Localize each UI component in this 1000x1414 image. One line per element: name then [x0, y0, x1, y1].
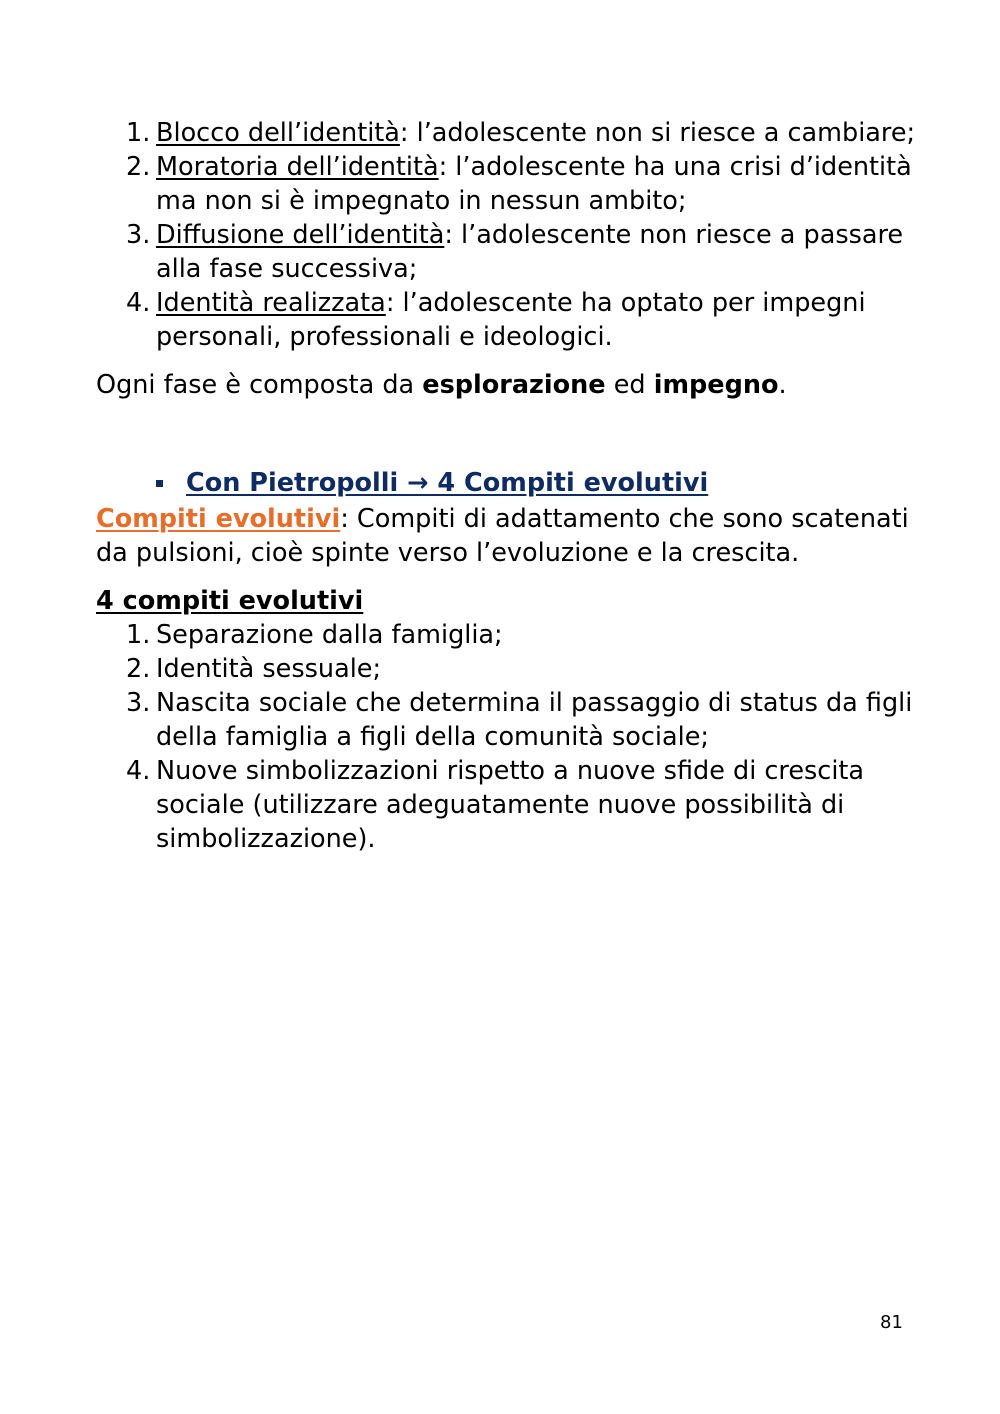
- list-term: Blocco dell’identità: [156, 118, 400, 148]
- list-item: [96, 116, 916, 150]
- list-number: 4.: [126, 756, 151, 786]
- list-term: Diffusione dell’identità: [156, 220, 445, 250]
- definition-term: Compiti evolutivi: [96, 504, 341, 534]
- list-number: 4.: [126, 288, 151, 318]
- list-item: [96, 686, 916, 754]
- list-text: : l’adolescente non riesce a passare alla fase successiva;: [156, 220, 904, 284]
- list-item: [96, 150, 916, 218]
- list-item: [96, 652, 916, 686]
- list-item: [96, 218, 916, 286]
- list-term: Moratoria dell’identità: [156, 152, 439, 182]
- page-number: 81: [880, 1312, 903, 1333]
- list-number: 2.: [126, 654, 151, 684]
- closing-text: Ogni fase è composta da: [96, 370, 423, 400]
- developmental-tasks-list: [96, 618, 916, 856]
- list-item: [96, 618, 916, 652]
- list-number: 1.: [126, 118, 151, 148]
- definition-paragraph: [96, 502, 916, 570]
- bold-term-esplorazione: esplorazione: [422, 370, 606, 400]
- list-number: 3.: [126, 220, 151, 250]
- closing-text: .: [778, 370, 787, 400]
- list-number: 3.: [126, 688, 151, 718]
- list-item: [96, 286, 916, 354]
- list-text: : l’adolescente ha una crisi d’identità ma non si è impegnato in nessun ambito;: [156, 152, 912, 216]
- page-content: [96, 116, 916, 856]
- list-number: 2.: [126, 152, 151, 182]
- list-text: Nuove simbolizzazioni rispetto a nuove sfide di crescita sociale (utilizzare adeguatamente nuove possibilità di simbolizzazione).: [156, 756, 865, 854]
- list-item: [96, 754, 916, 856]
- list-number: 1.: [126, 620, 151, 650]
- closing-paragraph: [96, 368, 916, 402]
- list-text: : l’adolescente non si riesce a cambiare;: [399, 118, 916, 148]
- definition-text: : Compiti di adattamento che sono scatenati da pulsioni, cioè spinte verso l’evoluzione e la crescita.: [96, 504, 909, 568]
- list-text: : l’adolescente ha optato per impegni personali, professionali e ideologici.: [156, 288, 866, 352]
- list-text: Identità sessuale;: [156, 654, 382, 684]
- closing-text: ed: [605, 370, 654, 400]
- subtitle: 4 compiti evolutivi: [96, 586, 364, 616]
- section-heading: [96, 466, 916, 500]
- bold-term-impegno: impegno: [653, 370, 779, 400]
- list-text: Nascita sociale che determina il passaggio di status da figli della famiglia a figli della comunità sociale;: [156, 688, 913, 752]
- list-term: Identità realizzata: [156, 288, 386, 318]
- section-heading-text: Con Pietropolli → 4 Compiti evolutivi: [186, 468, 709, 498]
- identity-status-list: [96, 116, 916, 354]
- square-bullet-icon: [156, 480, 163, 487]
- list-text: Separazione dalla famiglia;: [156, 620, 503, 650]
